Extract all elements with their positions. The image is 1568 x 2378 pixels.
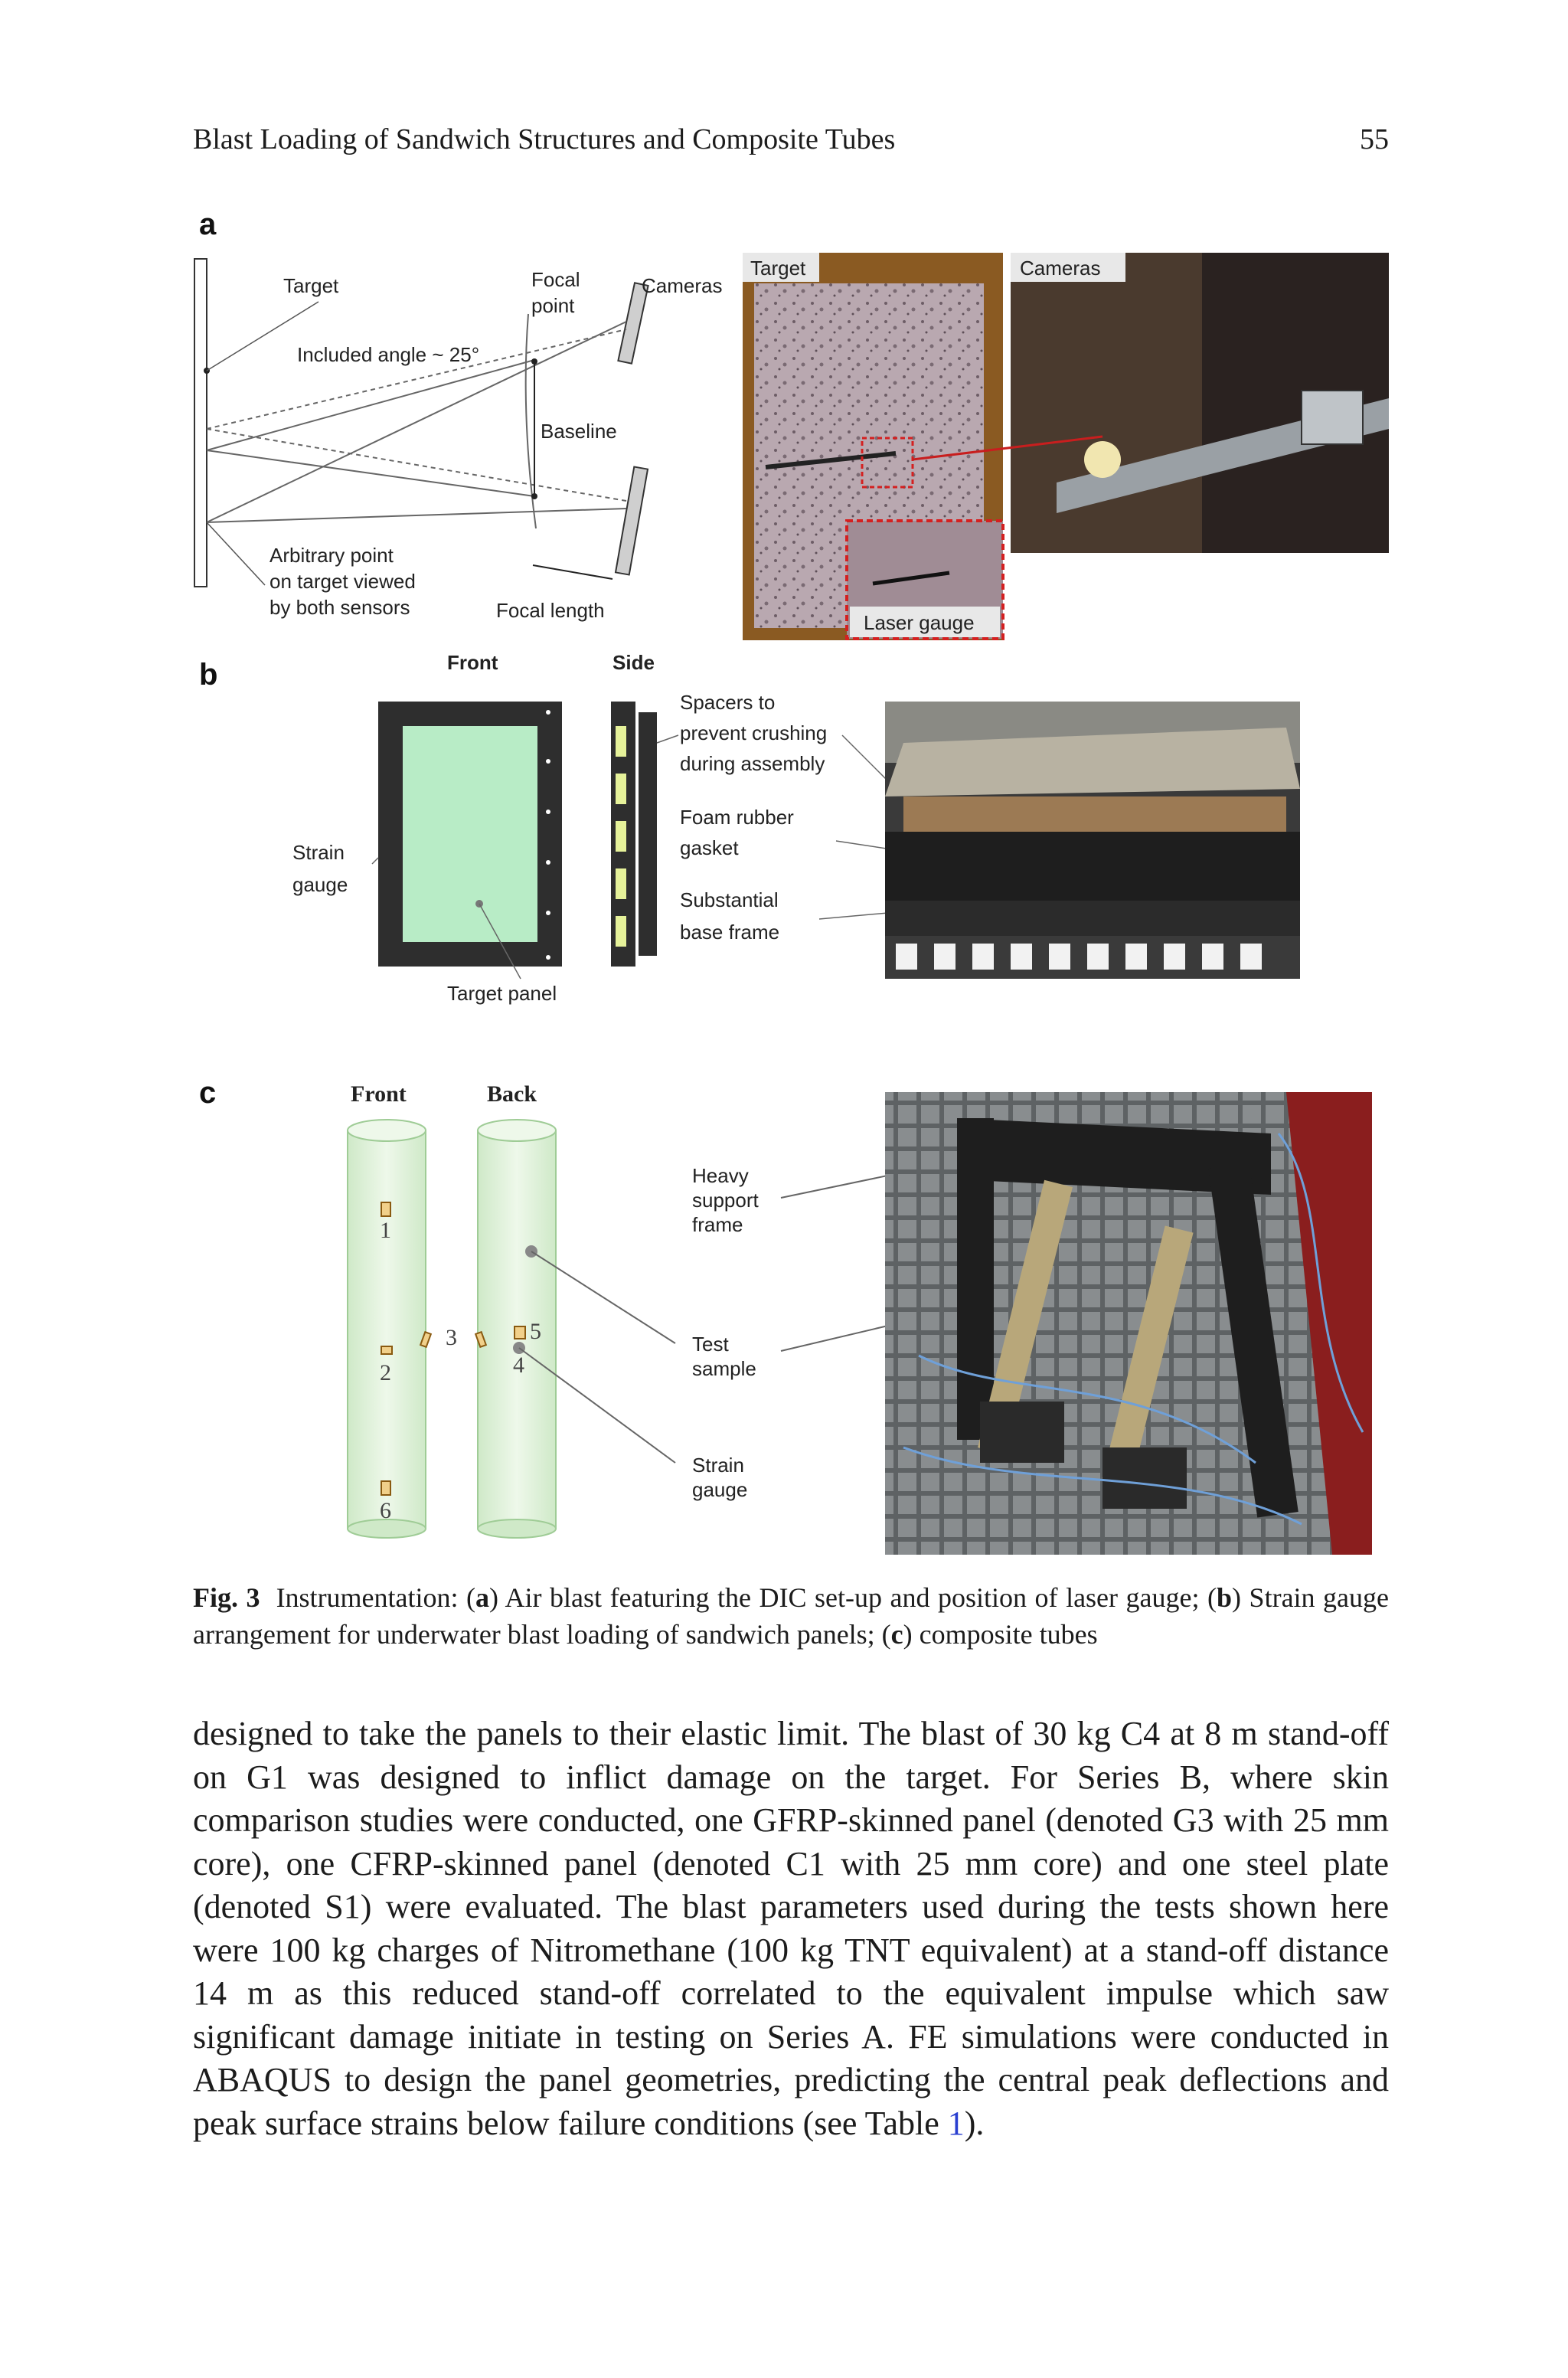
label-heavy-2: support	[692, 1189, 759, 1212]
label-base-frame-1: Substantial	[680, 888, 779, 911]
photo-tube-rig	[885, 1092, 1372, 1555]
gauge-1: 1	[380, 1218, 391, 1243]
page-number: 55	[1360, 123, 1389, 155]
label-heavy-3: frame	[692, 1213, 743, 1236]
photo-target	[743, 253, 1003, 640]
photo-label-laser-gauge: Laser gauge	[864, 611, 975, 634]
panel-c	[199, 1076, 1372, 1555]
gauge-4: 4	[513, 1353, 524, 1378]
label-base-frame-2: base frame	[680, 921, 780, 944]
running-title: Blast Loading of Sandwich Structures and Composite Tubes	[193, 123, 896, 155]
panel-a	[194, 208, 1389, 640]
gauge-5: 5	[530, 1319, 541, 1344]
caption-b: b	[1217, 1582, 1233, 1613]
photo-underwater-rig	[885, 702, 1300, 979]
label-c-strain-2: gauge	[692, 1478, 748, 1501]
body-text-main: designed to take the panels to their elastic limit. The blast of 30 kg C4 at 8 m stand-off on G1 was designed to inflict damage on the target. For Series B, where skin comparison studies were conducted, one GFRP-skinned panel (denoted G3 with 25 mm core), one CFRP-skinned panel (denoted C1 with 25 mm core) and one steel plate (denoted S1) were evaluated. The blast parameters used during the tests shown here were 100 kg charges of Nitromethane (100 kg TNT equivalent) at a stand-off distance 14 m as this reduced stand-off correlated to the equivalent impulse which saw significant damage initiate in testing on Series A. FE simulations were conducted in ABAQUS to design the panel geometries, predicting the central peak deflections and peak surface strains below failure conditions (see Table	[193, 1715, 1389, 2142]
label-c-strain-1: Strain	[692, 1454, 744, 1477]
gauge-6: 6	[380, 1498, 391, 1523]
label-cameras: Cameras	[642, 274, 723, 297]
label-target: Target	[283, 274, 339, 297]
caption-lead: Instrumentation: (	[276, 1582, 476, 1613]
target-plate	[194, 259, 207, 587]
label-c-back: Back	[487, 1081, 537, 1107]
caption-c: c	[890, 1619, 903, 1650]
table-1-link[interactable]: 1	[947, 2104, 965, 2142]
label-test-2: sample	[692, 1357, 756, 1380]
caption-a: a	[475, 1582, 490, 1613]
label-b-front: Front	[447, 651, 498, 674]
label-arbitrary-3: by both sensors	[270, 596, 410, 619]
label-heavy-1: Heavy	[692, 1164, 749, 1187]
label-spacers-2: prevent crushing	[680, 721, 828, 744]
gauge-3: 3	[446, 1325, 457, 1350]
figure-3	[184, 207, 1393, 1555]
panel-b-letter: b	[199, 658, 218, 692]
figure-3-graphic	[184, 207, 1393, 1555]
label-arbitrary-2: on target viewed	[270, 570, 416, 593]
figure-caption	[193, 1579, 1389, 1653]
label-focal-point-2: point	[531, 294, 575, 317]
caption-a-text: ) Air blast featuring the DIC set-up and position of laser gauge; (	[489, 1582, 1217, 1613]
photo-label-cameras: Cameras	[1020, 257, 1101, 280]
caption-b-text: ) Strain gauge arrangement for underwater blast loading of sandwich panels; (	[193, 1582, 1390, 1650]
running-header	[193, 123, 1389, 156]
label-b-side: Side	[612, 651, 655, 674]
caption-c-text: ) composite tubes	[903, 1619, 1098, 1650]
focal-length-arrow	[533, 565, 612, 579]
label-arbitrary-1: Arbitrary point	[270, 544, 394, 567]
label-target-panel: Target panel	[447, 982, 557, 1005]
photo-label-target: Target	[750, 257, 806, 280]
front-tube	[348, 1120, 426, 1538]
caption-label: Fig. 3	[193, 1582, 260, 1613]
label-spacers-3: during assembly	[680, 752, 825, 775]
label-foam-2: gasket	[680, 836, 739, 859]
label-c-front: Front	[351, 1081, 407, 1107]
panel-b	[199, 651, 1300, 1005]
panel-c-letter: c	[199, 1076, 217, 1110]
body-text-end: ).	[964, 2104, 985, 2142]
label-baseline: Baseline	[541, 420, 617, 443]
gauge-2: 2	[380, 1360, 391, 1385]
label-included-angle: Included angle ~ 25°	[297, 343, 480, 366]
label-test-1: Test	[692, 1333, 729, 1356]
camera-bottom	[616, 467, 648, 575]
label-focal-length: Focal length	[496, 599, 605, 622]
label-b-strain-1: Strain	[292, 841, 345, 864]
label-focal-point-1: Focal	[531, 268, 580, 291]
panel-a-letter: a	[199, 208, 217, 241]
label-foam-1: Foam rubber	[680, 806, 794, 829]
label-b-strain-2: gauge	[292, 873, 348, 896]
front-target-panel	[403, 726, 537, 942]
label-spacers-1: Spacers to	[680, 691, 776, 714]
body-paragraph	[193, 1712, 1389, 2145]
